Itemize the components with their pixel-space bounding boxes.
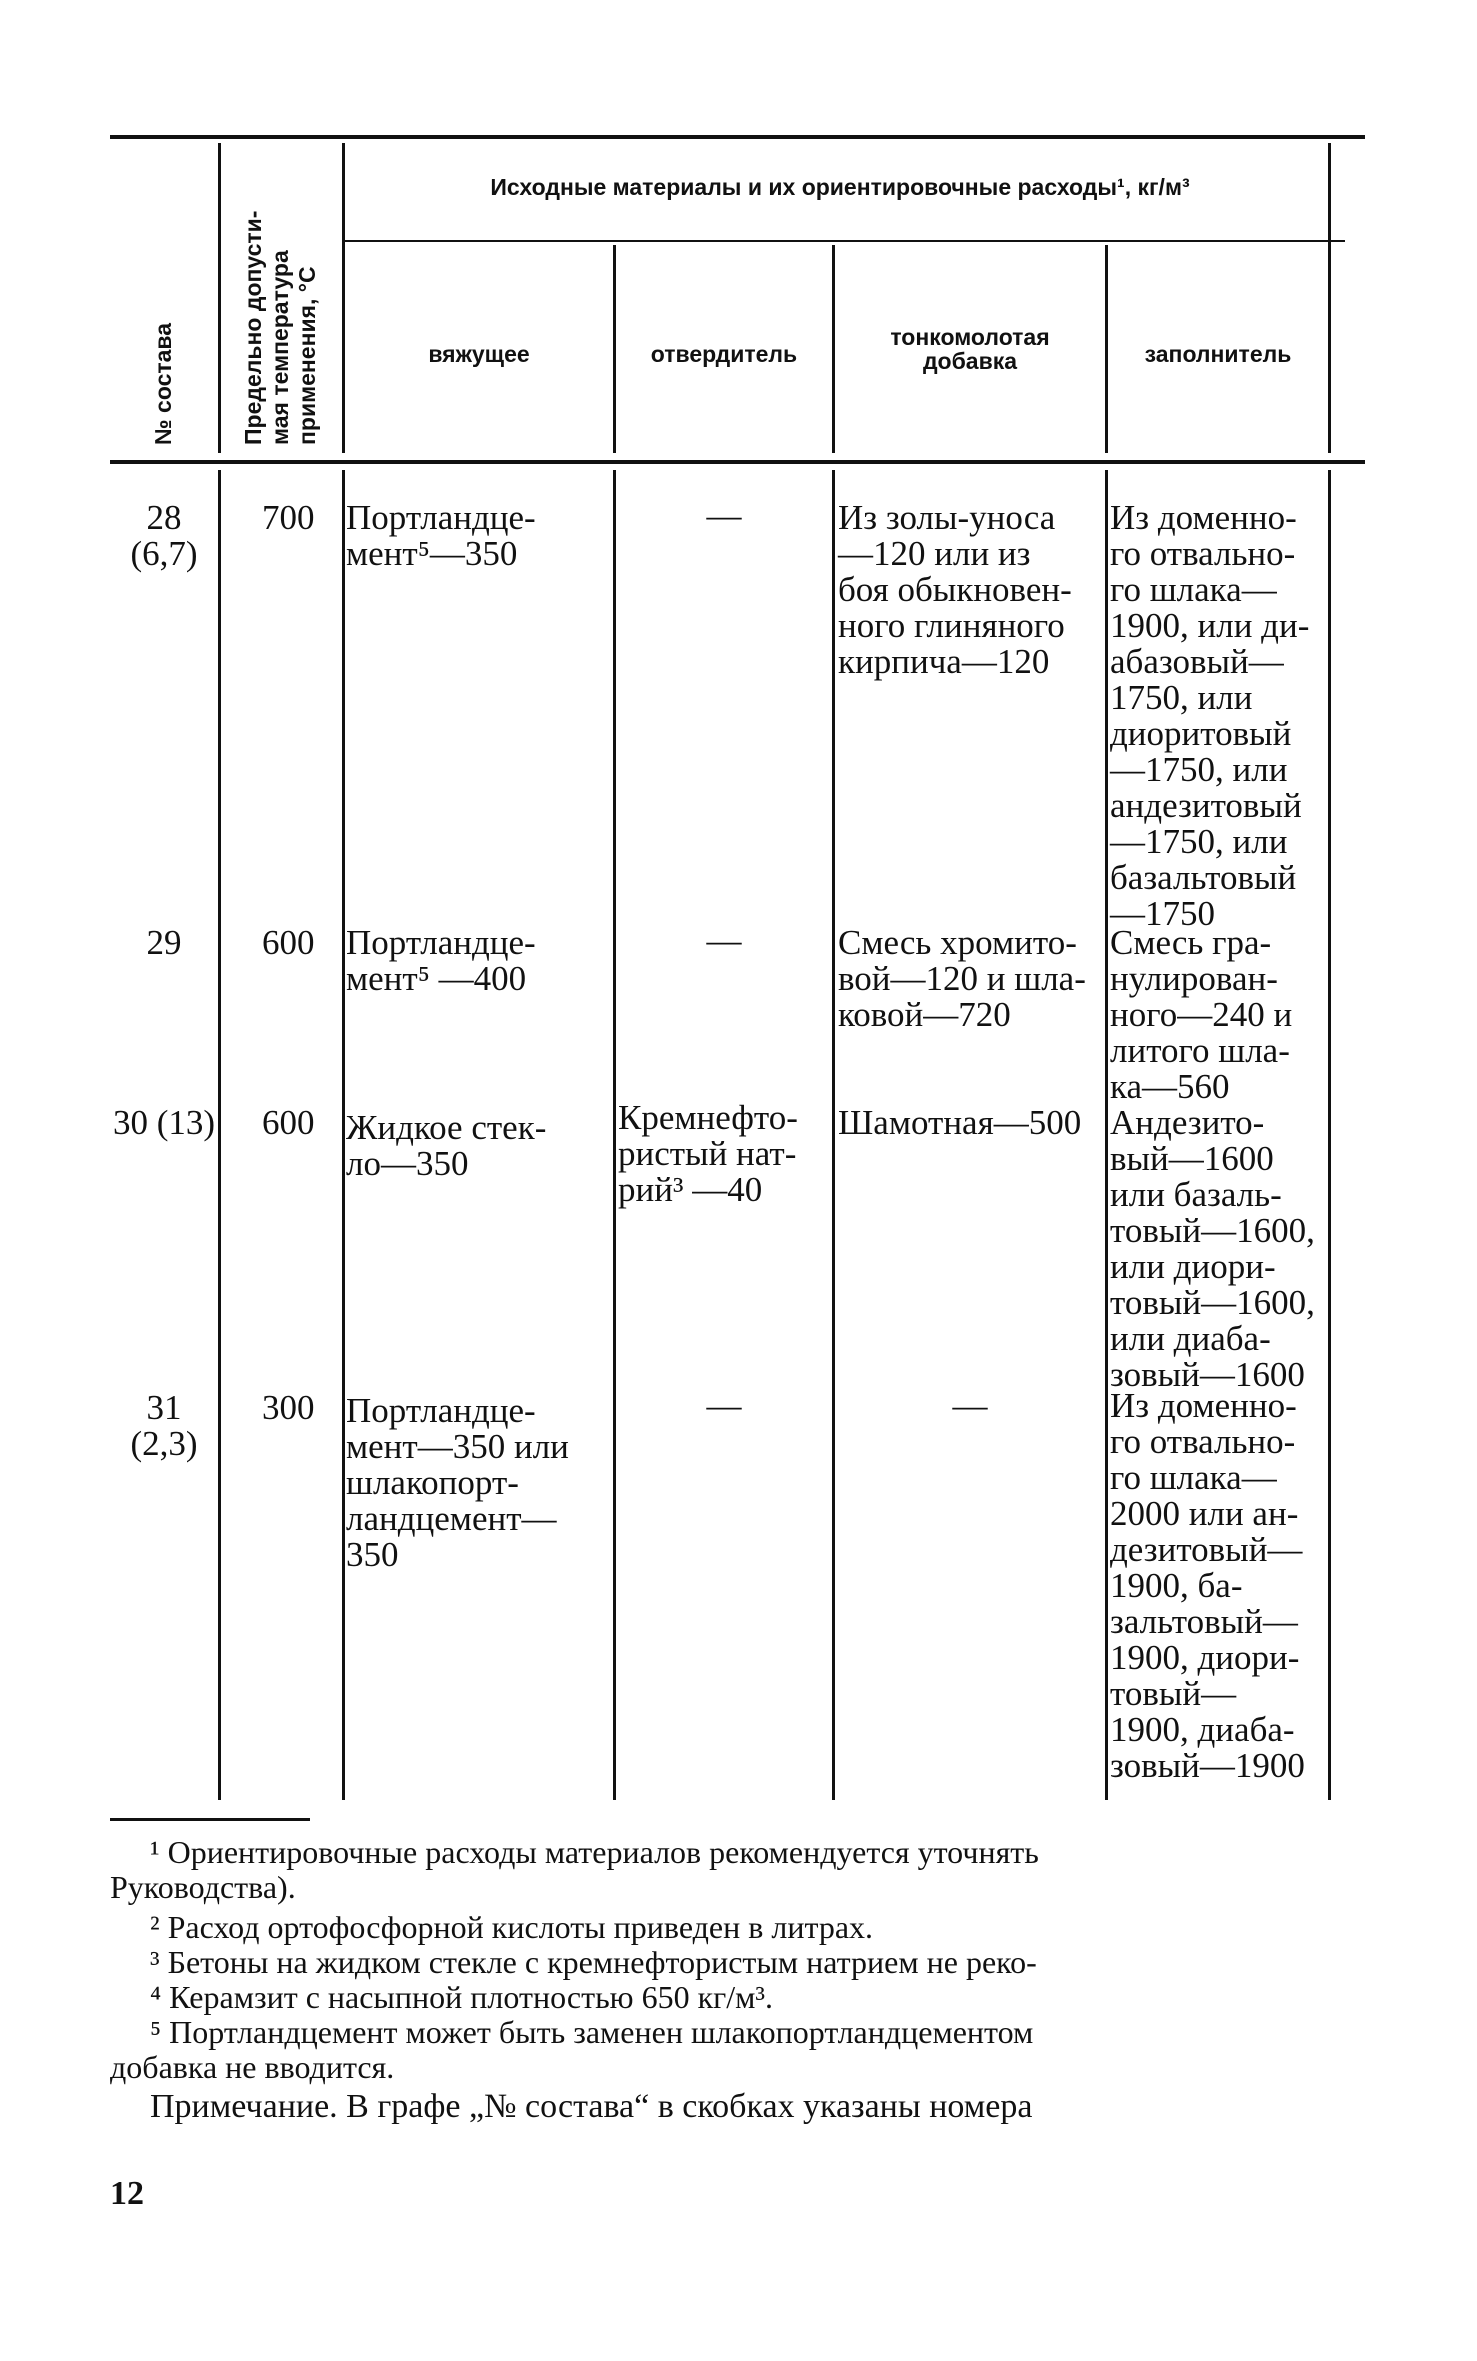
row-31-binder: Портландце- мент—350 или шлакопорт- ландцемент— 350 [346,1391,569,1574]
header-filler: заполнитель [1144,341,1292,367]
footnote-5: ⁵ Портландцемент может быть заменен шлакопортландцементом [150,2014,1034,2050]
row-28-additive: Из золы-уноса —120 или из боя обыкновен- ного глиняного кирпича—120 [838,498,1072,681]
col-divider-1 [218,143,221,453]
row-28-binder: Портландце- мент⁵—350 [346,498,536,573]
row-31-hardener: — [706,1386,742,1425]
body-divider-4 [832,470,835,1800]
row-29-hardener: — [706,921,742,960]
row-28-no: 28 (6,7) [130,498,198,573]
footnote-1-cont: Руководства). [110,1869,296,1905]
row-30-temp: 600 [262,1103,315,1142]
row-29-binder: Портландце- мент⁵ —400 [346,923,536,998]
table-top-rule [110,135,1365,139]
row-30-filler: Андезито- вый—1600 или базаль- товый—1600, или диори- товый—1600, или диаба- зовый—1600 [1110,1103,1315,1394]
footnote-1: ¹ Ориентировочные расходы материалов рекомендуется уточнять [150,1834,1039,1870]
header-materials-group: Исходные материалы и их ориентировочные расходы¹, кг/м³ [490,174,1190,200]
row-29-temp: 600 [262,923,315,962]
row-30-no: 30 (13) [112,1103,216,1142]
footnote-2: ² Расход ортофосфорной кислоты приведен в литрах. [150,1909,874,1945]
header-max-temperature: Предельно допусти- мая температура применения, °C [240,210,320,445]
header-composition-no: № состава [150,322,176,445]
page-number: 12 [110,2175,144,2212]
row-28-temp: 700 [262,498,315,537]
footnote-5-cont: добавка не вводится. [110,2049,395,2085]
row-29-no: 29 [146,923,182,962]
row-28-hardener: — [706,496,742,535]
header-hardener: отвердитель [650,341,798,367]
header-binder: вяжущее [428,341,530,367]
body-divider-2 [342,470,345,1800]
row-30-hardener: Кремнефто- ристый нат- рий³ —40 [618,1098,798,1209]
header-group-rule [345,240,1345,242]
row-29-additive: Смесь хромито- вой—120 и шла- ковой—720 [838,923,1086,1034]
col-divider-2 [342,143,345,453]
note: Примечание. В графе „№ состава“ в скобках указаны номера [150,2088,1033,2125]
row-30-binder: Жидкое стек- ло—350 [346,1108,547,1183]
header-bottom-rule [110,460,1365,464]
header-fine-additive: тонкомолотая добавка [890,324,1050,374]
footnote-rule [110,1818,310,1821]
row-31-filler: Из доменно- го отвально- го шлака— 2000 или ан- дезитовый— 1900, ба- зальтовый— 1900, диори- товый— 1900, диаба- зовый—1900 [1110,1386,1305,1785]
row-30-additive: Шамотная—500 [838,1103,1082,1142]
footnote-3: ³ Бетоны на жидком стекле с кремнефтористым натрием не реко- [150,1944,1037,1980]
row-31-temp: 300 [262,1388,315,1427]
row-29-filler: Смесь гра- нулирован- ного—240 и литого шла- ка—560 [1110,923,1293,1106]
row-31-additive: — [952,1386,988,1425]
row-31-no: 31 (2,3) [130,1388,198,1463]
row-28-filler: Из доменно- го отвально- го шлака— 1900, или ди- абазовый— 1750, или диоритовый —1750, или андезитовый —1750, или базальтовый —1750 [1110,498,1310,933]
footnote-4: ⁴ Керамзит с насыпной плотностью 650 кг/м³. [150,1979,773,2015]
col-divider-right [1328,143,1331,453]
body-divider-3 [613,470,616,1800]
